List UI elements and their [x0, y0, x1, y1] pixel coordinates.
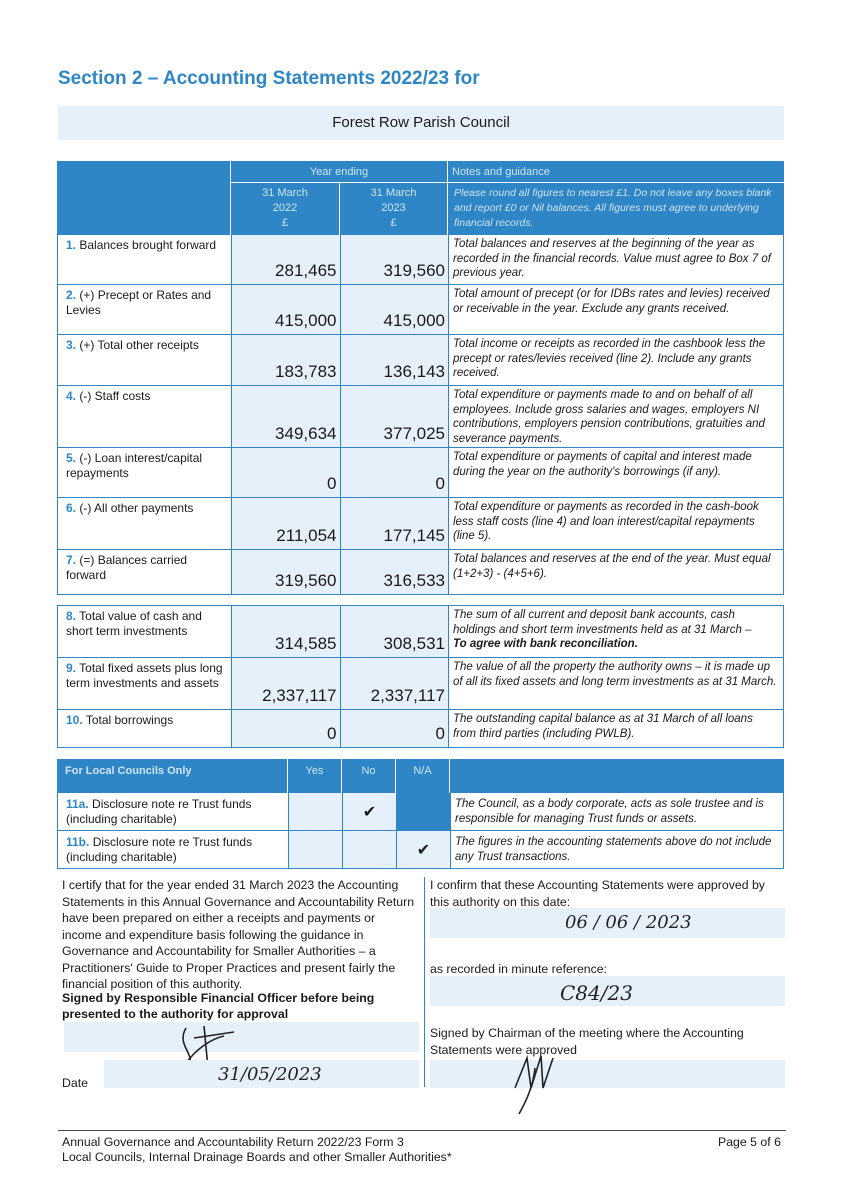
row-note: The sum of all current and deposit bank accounts, cash holdings and short term investments held as at 31 March – To agree with bank reconciliation.: [449, 606, 783, 657]
col-2022-header: 31 March 2022 £: [262, 187, 308, 229]
footer-line1: Annual Governance and Accountability Return 2022/23 Form 3: [62, 1135, 404, 1149]
na-checkbox[interactable]: [397, 793, 451, 830]
yes-checkbox[interactable]: [289, 831, 343, 868]
divider: [424, 877, 425, 1087]
table-row: [57, 710, 784, 748]
table-row: [57, 235, 784, 285]
row-note: Total expenditure or payments as recorded in the cash-book less staff costs (line 4) and loan interest/capital repayments (line 5).: [453, 501, 759, 542]
row-note: The Council, as a body corporate, acts as sole trustee and is responsible for managing Trust funds or assets.: [455, 798, 764, 825]
value-2022[interactable]: 183,783: [232, 335, 341, 385]
local-councils-table: [57, 759, 784, 869]
table-row: [57, 498, 784, 550]
row-label: 2. (+) Precept or Rates and Levies: [58, 285, 232, 334]
table-row: [57, 658, 784, 710]
certify-text: I certify that for the year ended 31 March 2023 the Accounting Statements in this Annual Governance and Accountability Return have been prepared on either a receipts and payments or income and expenditure basis following the guidance in Governance and Accountability for Smaller Authorities – a Practitioners' Guide to Proper Practices and present fairly the financial position of this authority.: [62, 878, 415, 991]
value-2023[interactable]: 0: [341, 710, 450, 747]
footer-rule: [58, 1130, 786, 1131]
row-label: 3. (+) Total other receipts: [58, 335, 232, 385]
balance-sheet-table: [57, 605, 784, 748]
row-label: 7. (=) Balances carried forward: [58, 550, 232, 594]
council-name: Forest Row Parish Council: [58, 106, 784, 140]
row-label: 4. (-) Staff costs: [58, 386, 232, 447]
row-note: Total expenditure or payments of capital and interest made during the year on the authority's borrowings (if any).: [453, 451, 752, 478]
table-row: [57, 831, 784, 869]
date-label: Date: [62, 1076, 88, 1090]
na-header: N/A: [396, 759, 450, 793]
no-checkbox[interactable]: [343, 831, 397, 868]
no-header: No: [342, 759, 396, 793]
table-row: [57, 606, 784, 658]
value-2023[interactable]: 377,025: [341, 386, 450, 447]
value-2023[interactable]: 308,531: [341, 606, 450, 657]
row-note: The value of all the property the authority owns – it is made up of all its fixed assets and long term investments as at 31 March.: [453, 661, 777, 688]
chair-signature-box[interactable]: [430, 1060, 785, 1088]
table-row: [57, 793, 784, 831]
minute-ref-handwritten: C84/23: [560, 981, 633, 1005]
accounting-statements-table: [57, 161, 784, 595]
yes-checkbox[interactable]: [289, 793, 343, 830]
row-label: 10. Total borrowings: [58, 710, 232, 747]
table-row: [57, 448, 784, 498]
value-2022[interactable]: 0: [232, 710, 341, 747]
table-row: [57, 550, 784, 595]
value-2023[interactable]: 177,145: [341, 498, 450, 549]
value-2023[interactable]: 319,560: [341, 235, 450, 284]
row-label: 1. Balances brought forward: [58, 235, 232, 284]
row-note: Total amount of precept (or for IDBs rates and levies) received or receivable in the year. Exclude any grants received.: [453, 288, 770, 315]
value-2023[interactable]: 316,533: [341, 550, 450, 594]
rfo-signed-label: Signed by Responsible Financial Officer before being presented to the authority for approval: [62, 991, 375, 1021]
approval-date-handwritten: 06 / 06 / 2023: [565, 912, 692, 933]
value-2022[interactable]: 281,465: [232, 235, 341, 284]
value-2023[interactable]: 136,143: [341, 335, 450, 385]
table-header: [57, 161, 784, 235]
col-2023-header: 31 March 2023 £: [339, 183, 447, 235]
row-label: 11b. Disclosure note re Trust funds (including charitable): [58, 831, 289, 868]
row-label: 6. (-) All other payments: [58, 498, 232, 549]
notes-header: Notes and guidance Please round all figures to nearest £1. Do not leave any boxes blank and report £0 or Nil balances. All figures must agree to underlying financial records.: [448, 161, 784, 235]
value-2023[interactable]: 0: [341, 448, 450, 497]
page-number: Page 5 of 6: [718, 1135, 781, 1149]
chair-signed-label: Signed by Chairman of the meeting where the Accounting Statements were approved: [430, 1026, 744, 1057]
minute-label: as recorded in minute reference:: [430, 962, 608, 976]
section-title: Section 2 – Accounting Statements 2022/23 for: [58, 68, 480, 89]
row-note: The figures in the accounting statements above do not include any Trust transactions.: [455, 836, 772, 863]
row-label: 5. (-) Loan interest/capital repayments: [58, 448, 232, 497]
rfo-signature-box[interactable]: [64, 1022, 419, 1052]
value-2022[interactable]: 314,585: [232, 606, 341, 657]
table-row: [57, 285, 784, 335]
rfo-date-handwritten: 31/05/2023: [218, 1064, 322, 1085]
value-2022[interactable]: 319,560: [232, 550, 341, 594]
row-label: 9. Total fixed assets plus long term investments and assets: [58, 658, 232, 709]
chair-signature: [505, 1048, 585, 1118]
note-bold: To agree with bank reconciliation.: [453, 638, 638, 650]
value-2023[interactable]: 415,000: [341, 285, 450, 334]
no-checkbox[interactable]: ✔: [343, 793, 397, 830]
table-row: [57, 386, 784, 448]
value-2022[interactable]: 211,054: [232, 498, 341, 549]
row-label: 8. Total value of cash and short term investments: [58, 606, 232, 657]
local-councils-title: For Local Councils Only: [57, 759, 288, 793]
value-2022[interactable]: 415,000: [232, 285, 341, 334]
row-note: Total balances and reserves at the beginning of the year as recorded in the financial records. Value must agree to Box 7 of previous year.: [453, 238, 771, 279]
confirm-text: I confirm that these Accounting Statements were approved by this authority on this date:: [430, 878, 765, 909]
row-label: 11a. Disclosure note re Trust funds (including charitable): [58, 793, 289, 830]
value-2023[interactable]: 2,337,117: [341, 658, 450, 709]
value-2022[interactable]: 0: [232, 448, 341, 497]
row-note: Total expenditure or payments made to and on behalf of all employees. Include gross salaries and wages, employers NI contributions, employers pension contributions, gratuities and severance payments.: [453, 389, 765, 445]
value-2022[interactable]: 2,337,117: [232, 658, 341, 709]
table-row: [57, 335, 784, 386]
row-note: The outstanding capital balance as at 31 March of all loans from third parties (including PWLB).: [453, 713, 753, 740]
row-note: Total income or receipts as recorded in the cashbook less the precept or rates/levies received (line 2). Include any grants received.: [453, 338, 766, 379]
footer-line2: Local Councils, Internal Drainage Boards and other Smaller Authorities*: [62, 1150, 452, 1164]
row-note: Total balances and reserves at the end of the year. Must equal (1+2+3) - (4+5+6).: [453, 553, 771, 580]
yes-header: Yes: [288, 759, 342, 793]
year-ending-header: Year ending 31 March 2022 £ 31 March 2023 £: [231, 161, 448, 235]
na-checkbox[interactable]: ✔: [397, 831, 451, 868]
value-2022[interactable]: 349,634: [232, 386, 341, 447]
